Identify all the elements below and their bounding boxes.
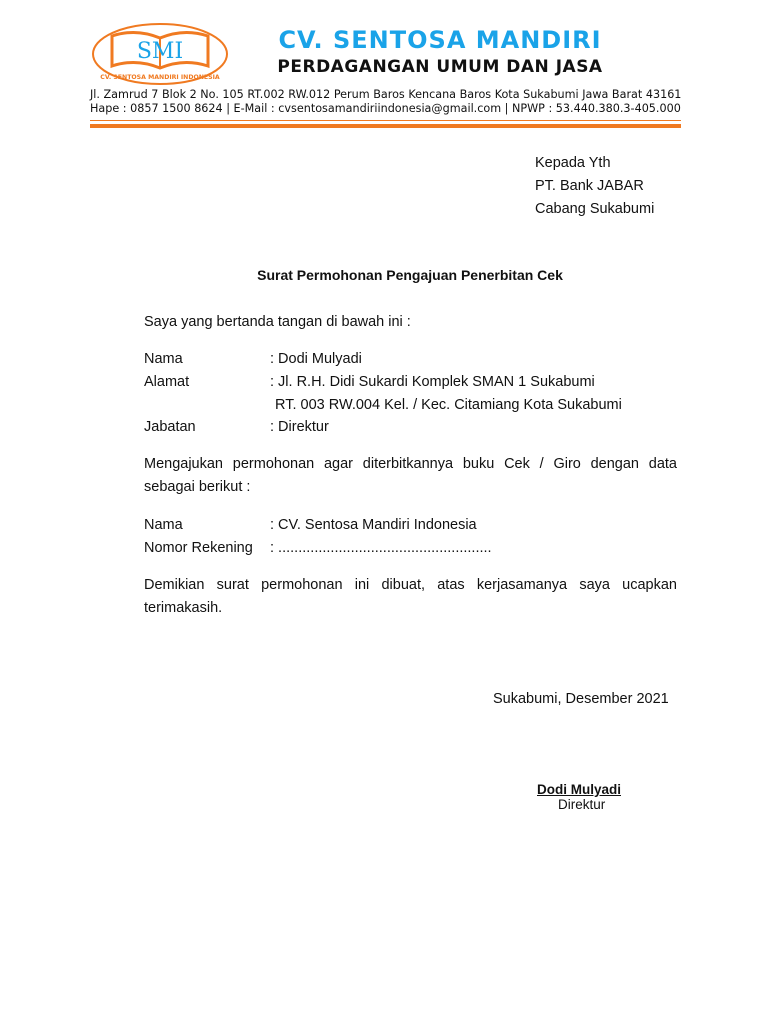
intro-text: Saya yang bertanda tangan di bawah ini : bbox=[144, 314, 411, 330]
request-paragraph: Mengajukan permohonan agar diterbitkannya buku Cek / Giro dengan data sebagai berikut : bbox=[144, 456, 677, 495]
logo-ring-text: CV. SENTOSA MANDIRI INDONESIA bbox=[100, 74, 220, 81]
account-name-label: Nama bbox=[144, 517, 183, 533]
company-tagline: PERDAGANGAN UMUM DAN JASA bbox=[277, 57, 603, 77]
signer-address-label: Alamat bbox=[144, 374, 190, 390]
signer-position-label: Jabatan bbox=[144, 419, 196, 435]
closing-paragraph: Demikian surat permohonan ini dibuat, atas kerjasamanya saya ucapkan terimakasih. bbox=[144, 577, 677, 616]
letterhead-divider-thin bbox=[90, 120, 681, 121]
signature-title: Direktur bbox=[558, 797, 606, 812]
signer-name-label: Nama bbox=[144, 351, 183, 367]
logo-book-icon bbox=[90, 22, 230, 86]
company-name: CV. SENTOSA MANDIRI bbox=[278, 26, 602, 54]
signer-position-value: : Direktur bbox=[270, 419, 329, 435]
date-line: Sukabumi, Desember 2021 bbox=[493, 691, 669, 707]
company-contact: Hape : 0857 1500 8624 | E-Mail : cvsentosamandiriindonesia@gmail.com | NPWP : 53.440.380.3-405.000 bbox=[90, 102, 681, 115]
letterhead-divider-thick bbox=[90, 124, 681, 128]
company-logo bbox=[90, 22, 230, 86]
signer-address-value-1: : Jl. R.H. Didi Sukardi Komplek SMAN 1 Sukabumi bbox=[270, 374, 595, 390]
account-number-value: : ..................................................... bbox=[270, 540, 492, 556]
account-name-value: : CV. Sentosa Mandiri Indonesia bbox=[270, 517, 477, 533]
recipient-line-3: Cabang Sukabumi bbox=[535, 201, 655, 217]
recipient-line-1: Kepada Yth bbox=[535, 155, 611, 171]
logo-text: SMI bbox=[136, 39, 184, 64]
signer-address-value-2: RT. 003 RW.004 Kel. / Kec. Citamiang Kota Sukabumi bbox=[275, 397, 622, 413]
recipient-line-2: PT. Bank JABAR bbox=[535, 178, 644, 194]
signature-name: Dodi Mulyadi bbox=[537, 782, 621, 797]
company-address: Jl. Zamrud 7 Blok 2 No. 105 RT.002 RW.012 Perum Baros Kencana Baros Kota Sukabumi Jawa Barat 43161 bbox=[90, 88, 682, 101]
account-number-label: Nomor Rekening bbox=[144, 540, 253, 556]
signer-name-value: : Dodi Mulyadi bbox=[270, 351, 362, 367]
letter-title: Surat Permohonan Pengajuan Penerbitan Cek bbox=[257, 267, 563, 283]
